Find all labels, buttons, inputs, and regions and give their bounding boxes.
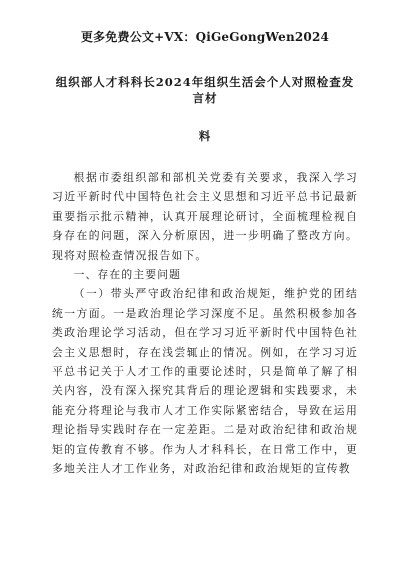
document-title-line-2: 料 [198,129,212,143]
header-watermark-text: 更多免费公文+VX：QiGeGongWen2024 [80,30,330,44]
body-paragraph-intro: 根据市委组织部和部机关党委有关要求，我深入学习习近平新时代中国特色社会主义思想和习近平总书记最新重要指示批示精神，认真开展理论研讨，全面梳理检视自身存在的问题，深入分析原因，进一步明确了整改方向。现将对照检查情况报告如下。 [52,171,358,262]
section-heading: 一、存在的主要问题 [73,268,182,282]
document-body [52,168,358,479]
body-paragraph-1: （一）带头严守政治纪律和政治规矩，维护党的团结统一方面。一是政治理论学习深度不足。虽然积极参加各类政治理论学习活动，但在学习习近平新时代中国特色社会主义思想时，存在浅尝辄止的情况。例如，在学习习近平总书记关于人才工作的重要论述时，只是简单了解了相关内容，没有深入探究其背后的理论逻辑和实践要求，未能充分将理论与我市人才工作实际紧密结合，导致在运用理论指导实践时存在一定差距。二是对政治纪律和政治规矩的宣传教育不够。作为人才科科长，在日常工作中，更多地关注人才工作业务，对政治纪律和政治规矩的宣传教 [52,287,358,476]
document-title-line-1: 组织部人才科科长2024年组织生活会个人对照检查发言材 [55,75,355,105]
